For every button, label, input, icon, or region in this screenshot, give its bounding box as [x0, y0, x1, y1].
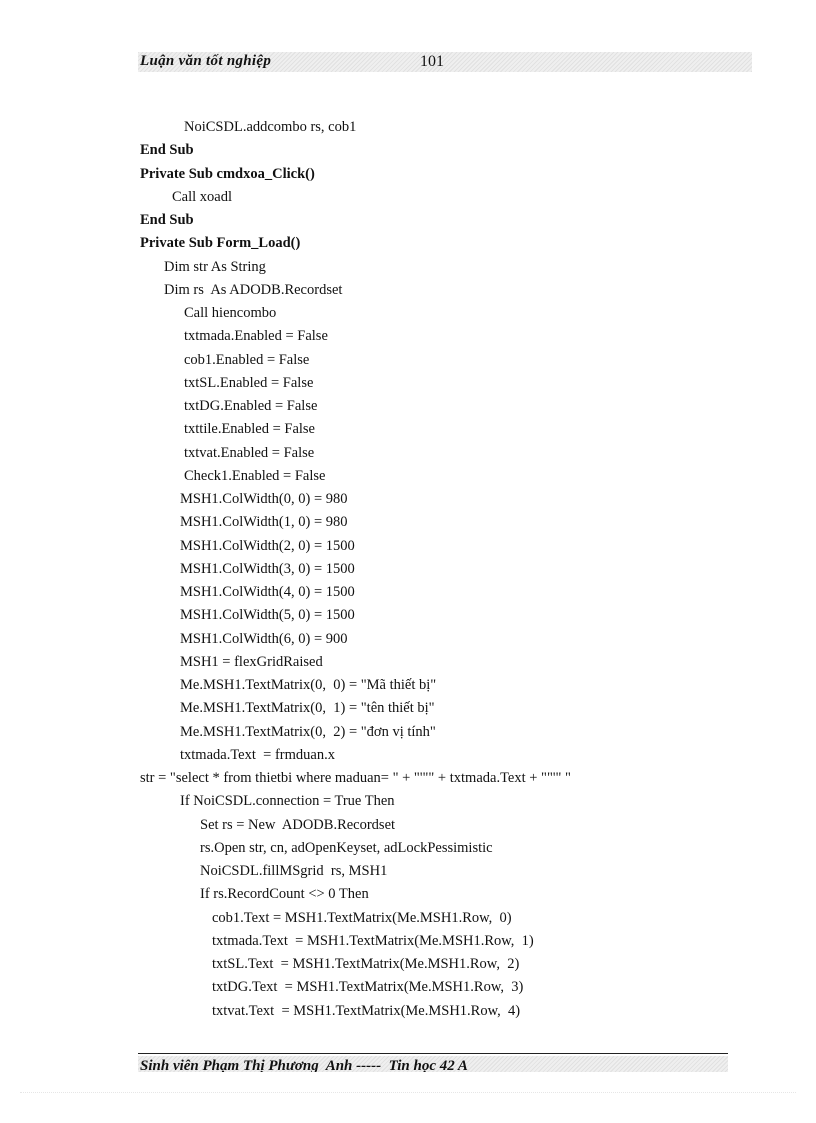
- code-line: Me.MSH1.TextMatrix(0, 2) = "đơn vị tính": [180, 723, 436, 740]
- code-line: MSH1 = flexGridRaised: [180, 653, 323, 670]
- code-line: End Sub: [140, 142, 194, 159]
- code-line: Dim rs As ADODB.Recordset: [164, 281, 343, 298]
- footer-rule: [138, 1053, 728, 1054]
- code-line: txttile.Enabled = False: [184, 421, 315, 438]
- code-line: cob1.Enabled = False: [184, 351, 310, 368]
- code-line: rs.Open str, cn, adOpenKeyset, adLockPessimistic: [200, 839, 493, 856]
- code-line: MSH1.ColWidth(3, 0) = 1500: [180, 560, 355, 577]
- code-line: End Sub: [140, 212, 194, 228]
- code-line: txtSL.Enabled = False: [184, 374, 314, 391]
- code-line: MSH1.ColWidth(2, 0) = 1500: [180, 537, 355, 554]
- code-line: cob1.Text = MSH1.TextMatrix(Me.MSH1.Row, 0): [212, 909, 512, 926]
- code-line: Private Sub cmdxoa_Click(): [140, 165, 315, 182]
- code-line: Private Sub Form_Load(): [140, 235, 301, 252]
- code-line: MSH1.ColWidth(6, 0) = 900: [180, 630, 348, 647]
- code-line: If rs.RecordCount <> 0 Then: [200, 886, 369, 903]
- code-line: txtDG.Enabled = False: [184, 398, 318, 414]
- code-line: MSH1.ColWidth(4, 0) = 1500: [180, 584, 355, 600]
- code-line: txtmada.Text = MSH1.TextMatrix(Me.MSH1.Row, 1): [212, 932, 534, 949]
- code-line: txtmada.Text = frmduan.x: [180, 746, 335, 763]
- page-number: 101: [420, 53, 444, 70]
- header-title: Luận văn tốt nghiệp: [140, 53, 272, 69]
- code-listing: [0, 116, 816, 1023]
- code-line: Dim str As String: [164, 258, 266, 275]
- code-line: If NoiCSDL.connection = True Then: [180, 793, 395, 810]
- footer-author: Sinh viên Phạm Thị Phương Anh ----- Tin học 42 A: [140, 1058, 468, 1072]
- code-line: txtDG.Text = MSH1.TextMatrix(Me.MSH1.Row, 3): [212, 979, 524, 996]
- code-line: txtSL.Text = MSH1.TextMatrix(Me.MSH1.Row, 2): [212, 956, 520, 972]
- code-line: NoiCSDL.fillMSgrid rs, MSH1: [200, 863, 388, 879]
- code-line: Set rs = New ADODB.Recordset: [200, 816, 396, 833]
- code-line: Call xoadl: [172, 188, 233, 205]
- code-line: txtmada.Enabled = False: [184, 328, 328, 345]
- code-line: MSH1.ColWidth(1, 0) = 980: [180, 514, 348, 531]
- code-line: txtvat.Text = MSH1.TextMatrix(Me.MSH1.Row, 4): [212, 1002, 521, 1019]
- code-line: str = "select * from thietbi where maduan= " + "'"" + txtmada.Text + ""'" ": [140, 770, 571, 786]
- code-line: txtvat.Enabled = False: [184, 444, 315, 461]
- code-line: Me.MSH1.TextMatrix(0, 1) = "tên thiết bị": [180, 700, 435, 717]
- code-line: Me.MSH1.TextMatrix(0, 0) = "Mã thiết bị": [180, 677, 437, 693]
- code-line: NoiCSDL.addcombo rs, cob1: [184, 119, 357, 135]
- code-line: Call hiencombo: [184, 305, 277, 321]
- code-line: Check1.Enabled = False: [184, 467, 326, 484]
- code-line: MSH1.ColWidth(5, 0) = 1500: [180, 607, 355, 624]
- footer-band: [138, 1056, 728, 1072]
- page-bottom-divider: [20, 1092, 796, 1093]
- code-line: MSH1.ColWidth(0, 0) = 980: [180, 491, 348, 507]
